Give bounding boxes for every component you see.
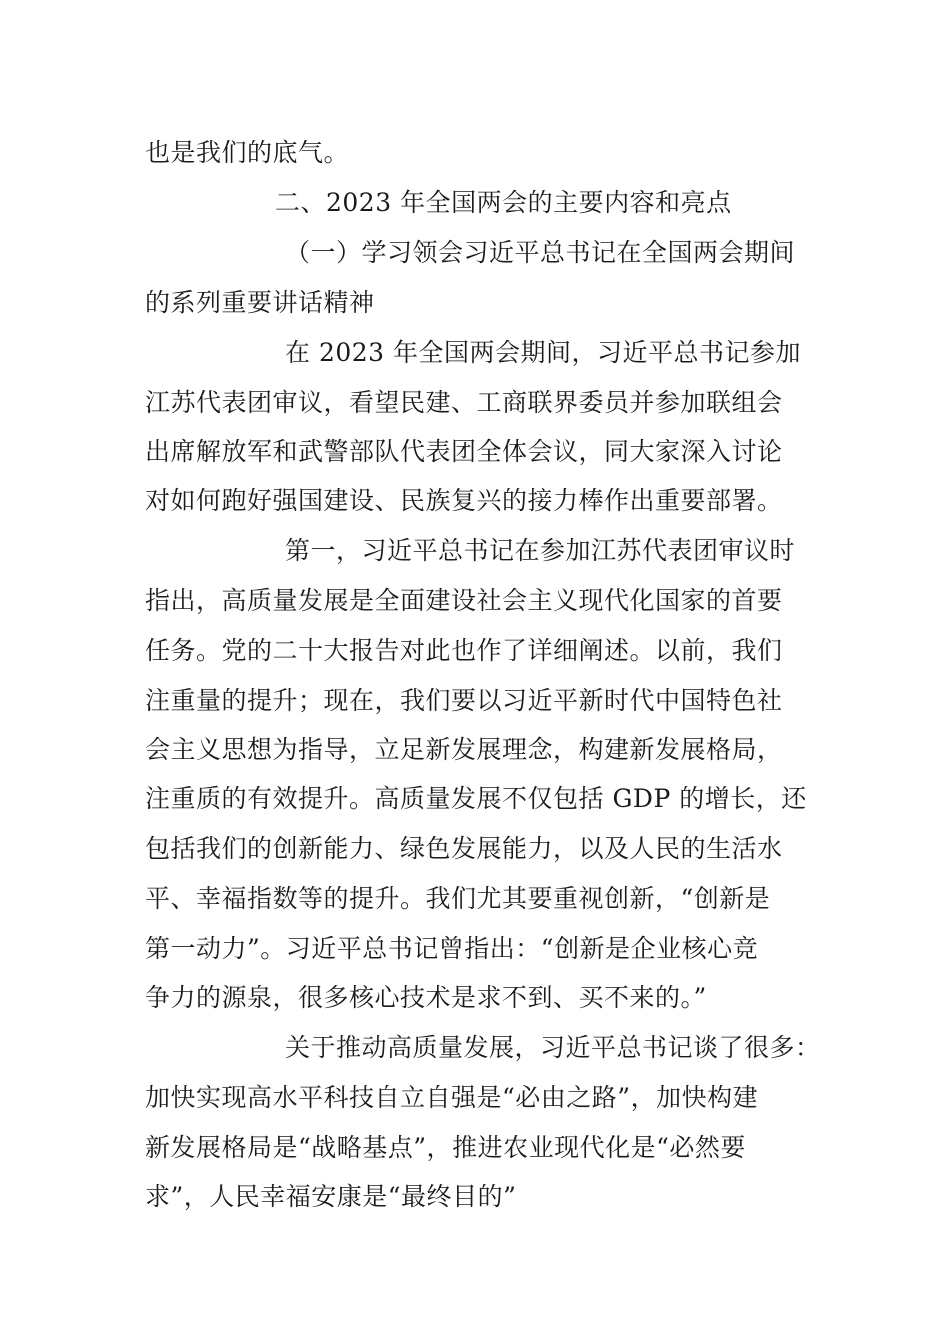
text-line-1: 也是我们的底气。 [145,138,350,167]
paragraph-2-line-6: 注重质的有效提升。高质量发展不仅包括 GDP 的增长，还 [145,784,807,813]
paragraph-3-line-1: 关于推动高质量发展，习近平总书记谈了很多： [285,1033,821,1062]
paragraph-3-line-3: 新发展格局是“战略基点”，推进农业现代化是“必然要 [145,1133,746,1162]
paragraph-1-line-2: 江苏代表团审议，看望民建、工商联界委员并参加联组会 [145,388,783,417]
paragraph-2-line-1: 第一，习近平总书记在参加江苏代表团审议时 [285,536,796,565]
paragraph-2-line-5: 会主义思想为指导，立足新发展理念，构建新发展格局， [145,735,783,764]
section-heading: 二、2023 年全国两会的主要内容和亮点 [275,188,732,217]
paragraph-2-line-10: 争力的源泉，很多核心技术是求不到、买不来的。” [145,983,707,1012]
paragraph-2-line-4: 注重量的提升；现在，我们要以习近平新时代中国特色社 [145,686,783,715]
subsection-heading-line-1: （一）学习领会习近平总书记在全国两会期间 [285,238,796,267]
paragraph-2-line-3: 任务。党的二十大报告对此也作了详细阐述。以前，我们 [145,636,783,665]
paragraph-2-line-8: 平、幸福指数等的提升。我们尤其要重视创新，“创新是 [145,884,771,913]
paragraph-1-line-1: 在 2023 年全国两会期间，习近平总书记参加 [285,338,802,367]
paragraph-2-line-7: 包括我们的创新能力、绿色发展能力，以及人民的生活水 [145,834,783,863]
paragraph-3-line-2: 加快实现高水平科技自立自强是“必由之路”，加快构建 [145,1083,759,1112]
paragraph-1-line-4: 对如何跑好强国建设、民族复兴的接力棒作出重要部署。 [145,486,783,515]
paragraph-2-line-9: 第一动力”。习近平总书记曾指出：“创新是企业核心竞 [145,934,759,963]
paragraph-1-line-3: 出席解放军和武警部队代表团全体会议，同大家深入讨论 [145,437,783,466]
subsection-heading-line-2: 的系列重要讲话精神 [145,288,375,317]
paragraph-2-line-2: 指出，高质量发展是全面建设社会主义现代化国家的首要 [145,586,783,615]
paragraph-3-line-4: 求”，人民幸福安康是“最终目的” [145,1182,517,1211]
